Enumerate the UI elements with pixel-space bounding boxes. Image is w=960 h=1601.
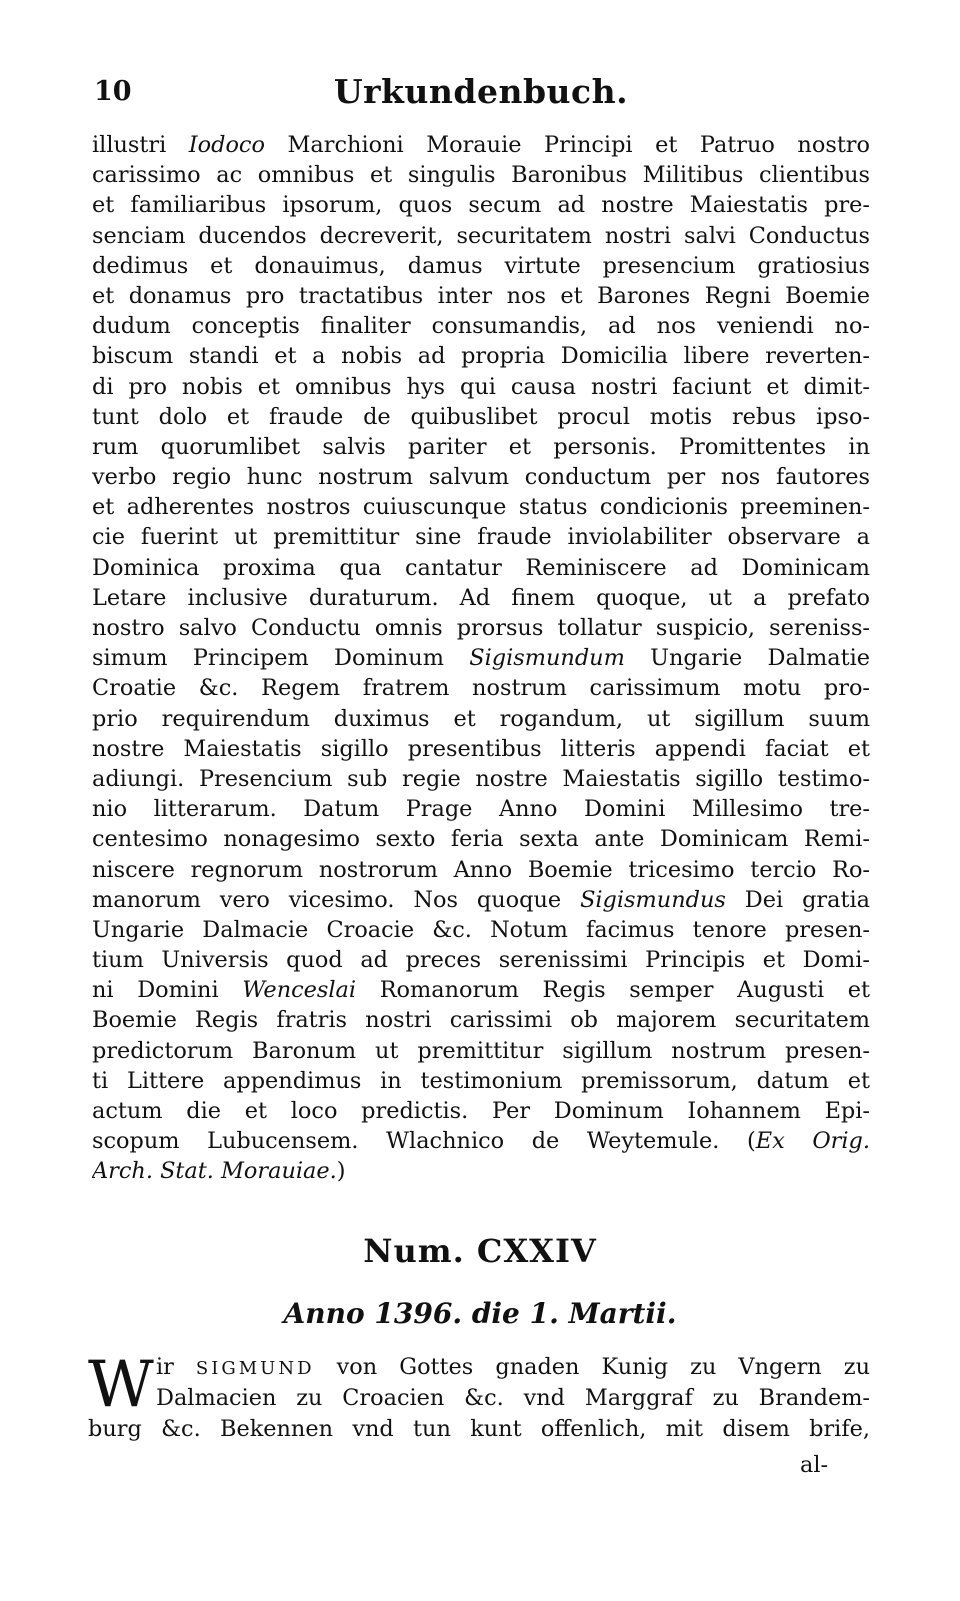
text-segment: Ungarie Dalmacie Croacie &c. Notum facimus tenore presen- [92,916,870,943]
text-segment: Romanorum Regis semper Augusti et [356,977,870,1004]
text-line [92,824,870,854]
italic-name: Sigismundus [580,886,726,913]
text-segment: verbo regio hunc nostrum salvum conductum per nos fautores [92,464,870,491]
text-line [92,975,870,1005]
text-line [92,643,870,673]
text-line [92,613,870,643]
text-segment: cie fuerint ut premittitur sine fraude inviolabiliter observare a [92,524,870,551]
text-line [92,915,870,945]
text-line [92,855,870,885]
text-line [92,553,870,583]
text-segment: dedimus et donauimus, damus virtute presencium gratiosius [92,252,870,279]
text-segment: ni Domini [92,977,243,1004]
page-number: 10 [94,76,132,107]
text-line [92,734,870,764]
text-line [92,673,870,703]
text-segment: niscere regnorum nostrorum Anno Boemie tricesimo tercio Ro- [92,856,870,883]
text-segment: Dei gratia [725,886,870,913]
text-segment: rum quorumlibet salvis pariter et personis. Promittentes in [92,433,870,460]
text-segment: di pro nobis et omnibus hys qui causa nostri faciunt et dimit- [92,373,870,400]
text-segment: dudum conceptis finaliter consumandis, ad nos veniendi no- [92,313,870,340]
text-segment: nio litterarum. Datum Prage Anno Domini Millesimo tre- [92,796,870,823]
text-segment: scopum Lubucensem. Wlachnico de Weytemule. ( [92,1128,756,1155]
document-number-heading: Num. CXXIV [363,1232,597,1270]
catchword: al- [800,1452,829,1478]
text-line [92,885,870,915]
text-line [92,1066,870,1096]
italic-name: Sigismundum [469,645,625,672]
text-line [92,341,870,371]
italic-name: Arch. Stat. Morauiae. [92,1158,337,1185]
text-line [92,130,870,160]
text-line: ir SIGMUND von Gottes gnaden Kunig zu Vngern zu [156,1354,870,1380]
text-segment: nostro salvo Conductu omnis prorsus tollatur suspicio, sereniss- [92,615,870,641]
text-line [92,1126,870,1156]
text-segment: Croatie &c. Regem fratrem nostrum carissimum motu pro- [92,675,870,702]
text-line: burg &c. Bekennen vnd tun kunt offenlich, mit disem brife, [88,1416,870,1442]
text-line [92,402,870,432]
text-line [92,492,870,522]
drop-capital: W [88,1348,154,1422]
text-line [92,251,870,281]
latin-charter-text [92,130,870,1187]
text-segment: adiungi. Presencium sub regie nostre Maiestatis sigillo testimo- [92,765,870,792]
text-segment: manorum vero vicesimo. Nos quoque [92,886,581,913]
document-date: Anno 1396. die 1. Martii. [283,1297,677,1330]
text-line [92,1156,870,1186]
german-charter-text [88,1348,870,1445]
text-line [92,764,870,794]
text-line: Dalmacien zu Croacien &c. vnd Marggraf zu Brandem- [156,1385,870,1411]
text-line [92,794,870,824]
text-line [92,160,870,190]
italic-name: Ex Orig. [755,1128,870,1155]
text-line [92,462,870,492]
text-line [92,372,870,402]
italic-name: Wenceslai [242,977,357,1004]
text-segment: ti Littere appendimus in testimonium premissorum, datum et [92,1067,870,1094]
running-title: Urkundenbuch. [333,72,629,111]
text-line [92,704,870,734]
text-segment: ) [336,1158,346,1185]
text-segment: et familiaribus ipsorum, quos secum ad nostre Maiestatis pre- [92,192,870,219]
text-line [92,281,870,311]
italic-name: Iodoco [188,132,265,158]
text-segment: Letare inclusive duraturum. Ad finem quoque, ut a prefato [92,584,870,611]
text-segment: simum Principem Dominum [92,645,470,672]
text-line [92,522,870,552]
text-segment: predictorum Baronum ut premittitur sigillum nostrum presen- [92,1037,870,1064]
text-line [92,945,870,975]
text-line [92,432,870,462]
text-segment: senciam ducendos decreverit, securitatem nostri salvi Conductus [92,222,870,249]
text-line [92,1036,870,1066]
text-segment: biscum standi et a nobis ad propria Domicilia libere reverten- [92,343,870,370]
text-line [92,311,870,341]
text-segment: actum die et loco predictis. Per Dominum Iohannem Epi- [92,1098,870,1124]
text-segment: nostre Maiestatis sigillo presentibus litteris appendi faciat et [92,735,870,762]
text-segment: carissimo ac omnibus et singulis Baronibus Militibus clientibus [92,162,870,189]
text-segment: prio requirendum duximus et rogandum, ut sigillum suum [92,705,870,732]
text-segment: Ungarie Dalmatie [624,645,870,672]
text-segment: et adherentes nostros cuiuscunque status condicionis preeminen- [92,494,870,521]
text-line [92,1096,870,1126]
text-segment: illustri [92,132,189,158]
text-line [92,583,870,613]
text-segment: tium Universis quod ad preces serenissimi Principis et Domi- [92,947,870,974]
text-segment: tunt dolo et fraude de quibuslibet procul motis rebus ipso- [92,403,870,430]
text-segment: Boemie Regis fratris nostri carissimi ob majorem securitatem [92,1007,870,1034]
text-line [92,190,870,220]
text-segment: Marchioni Morauie Principi et Patruo nostro [264,132,870,158]
text-segment: centesimo nonagesimo sexto feria sexta ante Dominicam Remi- [92,826,870,853]
text-segment: et donamus pro tractatibus inter nos et Barones Regni Boemie [92,282,870,309]
ruler-name: SIGMUND [195,1358,315,1379]
text-line [92,221,870,251]
text-segment: Dominica proxima qua cantatur Reminiscere ad Dominicam [92,554,870,581]
text-line [92,1005,870,1035]
page-header [86,72,876,116]
